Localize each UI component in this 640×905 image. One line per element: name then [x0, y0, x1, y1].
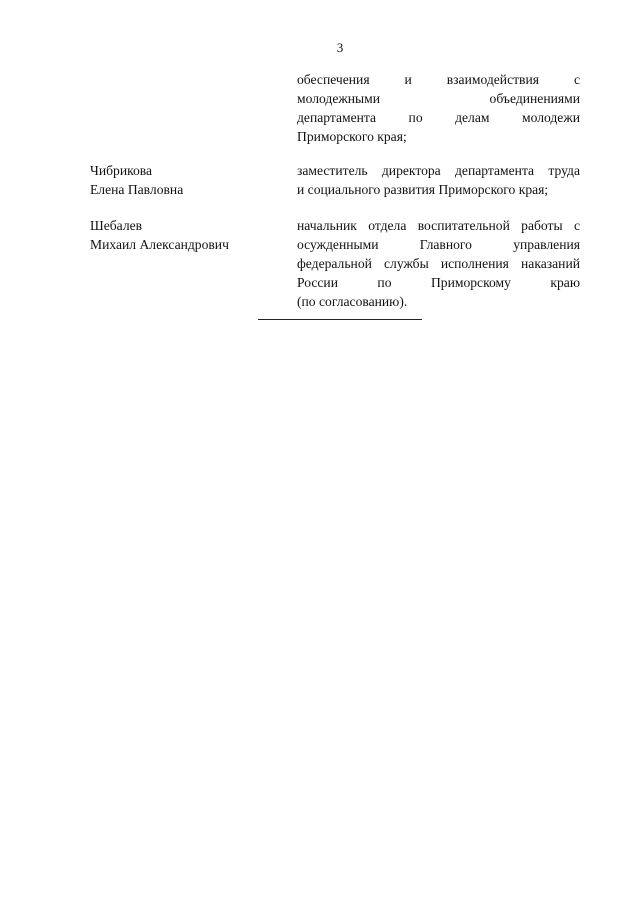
person-name — [90, 216, 280, 254]
surname: Шебалев — [90, 218, 143, 233]
description-line: Приморского края; — [297, 129, 407, 144]
description-line: России по Приморскому краю — [297, 275, 580, 290]
description-line: начальник отдела воспитательной работы с — [297, 218, 580, 233]
page-number: 3 — [336, 40, 344, 55]
description-line: осужденными Главного управления — [297, 237, 580, 252]
entry-description — [297, 216, 580, 311]
description-line: департамента по делам молодежи — [297, 110, 580, 125]
person-name — [90, 161, 280, 199]
description-line: федеральной службы исполнения наказаний — [297, 256, 580, 271]
description-line: обеспечения и взаимодействия с — [297, 72, 580, 87]
description-line: заместитель директора департамента труда — [297, 163, 580, 178]
surname: Чибрикова — [90, 163, 153, 178]
given-names: Михаил Александрович — [90, 237, 229, 252]
given-names: Елена Павловна — [90, 182, 184, 197]
entry-description — [297, 70, 580, 146]
end-rule — [258, 319, 422, 320]
description-line: и социального развития Приморского края; — [297, 182, 549, 197]
description-line: молодежными объединениями — [297, 91, 580, 106]
entry-description — [297, 161, 580, 199]
description-line: (по согласованию). — [297, 294, 408, 309]
